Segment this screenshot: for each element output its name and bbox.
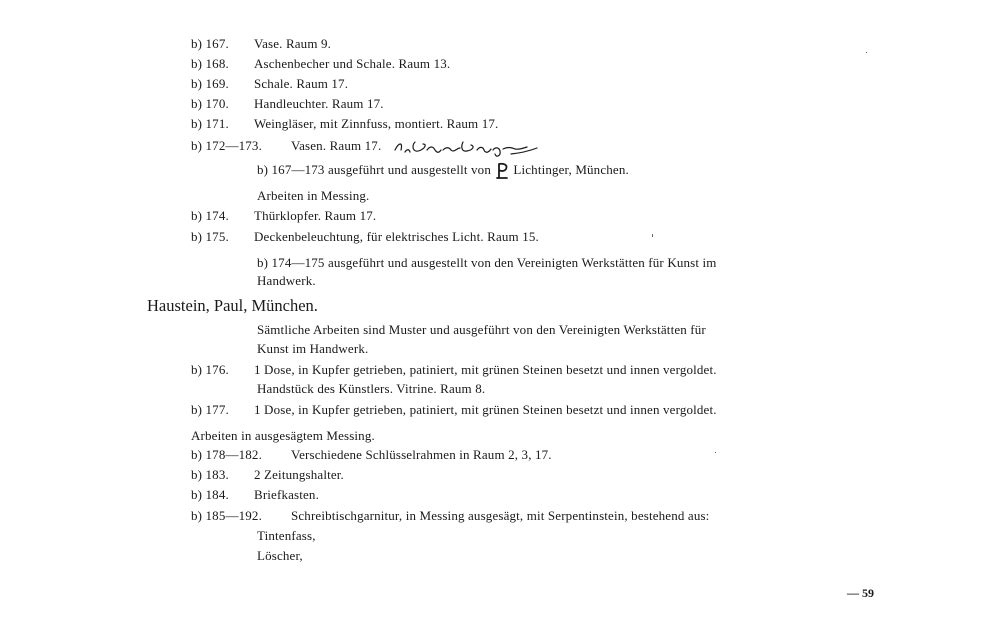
entry-176: [191, 362, 717, 378]
entry-ref: b) 169.: [191, 76, 229, 91]
entry-174: [191, 208, 376, 224]
entry-text: Schale. Raum 17.: [254, 76, 349, 91]
artist-heading: Haustein, Paul, München.: [147, 296, 318, 315]
handwritten-signature: [391, 136, 541, 158]
subheading-messing: Arbeiten in Messing.: [257, 188, 370, 203]
entry-text: Aschenbecher und Schale. Raum 13.: [254, 56, 451, 71]
note-174-175-line1: b) 174—175 ausgeführt und ausgestellt von den Vereinigten Werkstätten für Kunst im: [257, 255, 717, 270]
entry-ref: b) 170.: [191, 96, 229, 111]
entry-ref: b) 176.: [191, 362, 229, 377]
entry-ref: b) 168.: [191, 56, 229, 71]
entry-172-173: [191, 136, 541, 158]
entry-ref: b) 174.: [191, 208, 229, 223]
entry-184: [191, 487, 319, 503]
entry-text: Weingläser, mit Zinnfuss, montiert. Raum 17.: [254, 116, 499, 131]
entry-175: [191, 229, 539, 245]
maker-monogram-icon: [494, 162, 512, 180]
entry-ref: b) 167.: [191, 36, 229, 51]
entry-ref: b) 177.: [191, 402, 229, 417]
entry-ref: b) 178—182.: [191, 447, 262, 462]
entry-text: Vasen. Raum 17.: [291, 137, 382, 153]
entry-text: Verschiedene Schlüsselrahmen in Raum 2, 3, 17.: [291, 447, 552, 462]
entry-168: [191, 56, 450, 72]
entry-text: 1 Dose, in Kupfer getrieben, patiniert, mit grünen Steinen besetzt und innen vergoldet.: [254, 402, 717, 417]
subheading-ausgesaegt: Arbeiten in ausgesägtem Messing.: [191, 428, 375, 443]
note-174-175-line2: Handwerk.: [257, 273, 316, 288]
entry-ref: b) 183.: [191, 467, 229, 482]
entry-text: 2 Zeitungshalter.: [254, 467, 344, 482]
entry-ref: b) 171.: [191, 116, 229, 131]
entry-ref: b) 185—192.: [191, 508, 262, 523]
entry-171: [191, 116, 498, 132]
entry-178-182: [191, 447, 552, 463]
artist-note-line1: Sämtliche Arbeiten sind Muster und ausgeführt von den Vereinigten Werkstätten für: [257, 322, 706, 337]
page-number: — 59: [847, 586, 874, 600]
scan-speck: [652, 234, 653, 237]
scan-speck: [715, 452, 716, 453]
scan-speck: [866, 52, 867, 53]
entry-text: Deckenbeleuchtung, für elektrisches Licht. Raum 15.: [254, 229, 539, 244]
entry-ref: b) 172—173.: [191, 137, 262, 153]
entry-text: 1 Dose, in Kupfer getrieben, patiniert, mit grünen Steinen besetzt und innen vergoldet.: [254, 362, 717, 377]
note-text-maker: Lichtinger, München.: [513, 162, 629, 177]
entry-text: Vase. Raum 9.: [254, 36, 332, 51]
entry-167: [191, 36, 331, 52]
artist-note-line2: Kunst im Handwerk.: [257, 341, 369, 356]
entry-text: Handleuchter. Raum 17.: [254, 96, 384, 111]
entry-183: [191, 467, 344, 483]
sub-item-loescher: Löscher,: [257, 548, 303, 563]
entry-text: Schreibtischgarnitur, in Messing ausgesägt, mit Serpentinstein, bestehend aus:: [291, 508, 710, 523]
entry-ref: b) 175.: [191, 229, 229, 244]
entry-170: [191, 96, 384, 112]
entry-176-line2: Handstück des Künstlers. Vitrine. Raum 8.: [257, 381, 486, 396]
entry-ref: b) 184.: [191, 487, 229, 502]
entry-185-192: [191, 508, 709, 524]
entry-text: Briefkasten.: [254, 487, 319, 502]
entry-169: [191, 76, 348, 92]
note-text: b) 167—173 ausgeführt und ausgestellt von: [257, 162, 491, 177]
entry-177: [191, 402, 717, 418]
entry-text: Thürklopfer. Raum 17.: [254, 208, 377, 223]
sub-item-tintenfass: Tintenfass,: [257, 528, 316, 543]
note-167-173: [257, 162, 629, 180]
